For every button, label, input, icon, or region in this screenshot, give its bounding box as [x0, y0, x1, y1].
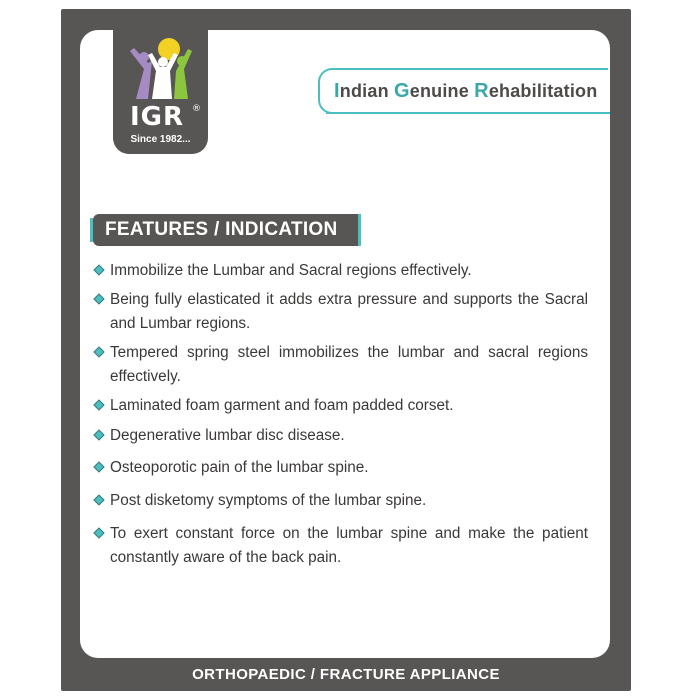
feature-text: Osteoporotic pain of the lumbar spine. [110, 459, 369, 476]
brand-word-1: ndian [339, 81, 394, 101]
brand-cap-1: I [334, 80, 340, 102]
brand-word-3: ehabilitation [488, 81, 598, 101]
features-heading [93, 214, 361, 246]
feature-text: Being fully elasticated it adds extra pressure and supports the Sacral and Lumbar regions. [110, 291, 588, 332]
feature-text: Laminated foam garment and foam padded corset. [110, 397, 454, 414]
people-figures-icon [122, 35, 199, 101]
igr-logo [113, 27, 208, 154]
feature-text: Degenerative lumbar disc disease. [110, 427, 345, 444]
feature-text: Post disketomy symptoms of the lumbar spine. [110, 492, 427, 509]
brand-word-2: enuine [409, 81, 475, 101]
feature-text: To exert constant force on the lumbar spine and make the patient constantly aware of the back pain. [110, 525, 588, 566]
brand-cap-2: G [393, 80, 410, 102]
logo-since-text: Since 1982... [130, 134, 191, 145]
brand-banner [318, 68, 614, 114]
feature-text: Tempered spring steel immobilizes the lumbar and sacral regions effectively. [110, 344, 588, 385]
brand-name [334, 80, 597, 103]
feature-text: Immobilize the Lumbar and Sacral regions effectively. [110, 262, 472, 279]
registered-mark: ® [192, 104, 201, 114]
brand-underline [326, 112, 610, 114]
brand-cap-3: R [474, 80, 489, 102]
features-heading-text: FEATURES / INDICATION [105, 219, 338, 240]
logo-letters: IGR [129, 102, 185, 132]
footer-label: ORTHOPAEDIC / FRACTURE APPLIANCE [192, 666, 500, 683]
